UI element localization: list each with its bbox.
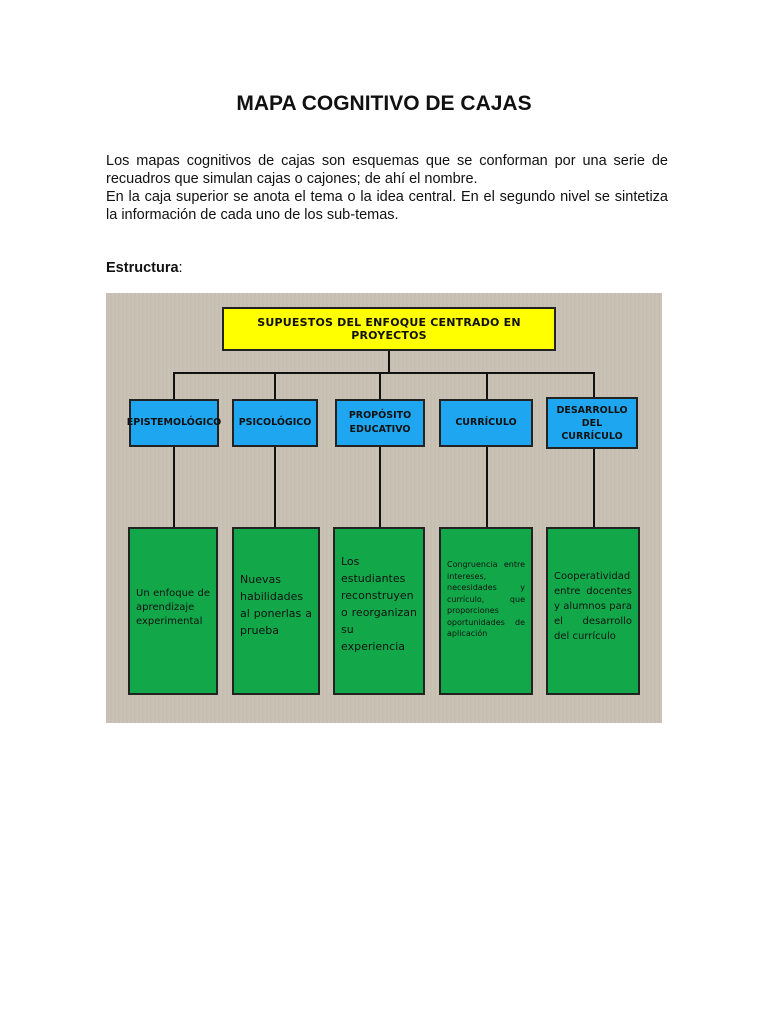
description-box-psicologico bbox=[232, 527, 320, 695]
description-text-epistemologico: Un enfoque de aprendizaje experimental bbox=[136, 588, 210, 627]
description-text-psicologico: Nuevas habilidades al ponerlas a prueba bbox=[240, 573, 312, 637]
intro-paragraph-2: En la caja superior se anota el tema o la idea central. En el segundo nivel se sintetiza la información de cada uno de los sub-temas. bbox=[106, 189, 668, 223]
description-box-epistemologico bbox=[128, 527, 218, 695]
connector-lower-3 bbox=[379, 447, 381, 528]
central-topic-box: SUPUESTOS DEL ENFOQUE CENTRADO EN PROYECTOS bbox=[222, 307, 556, 351]
connector-drop-4 bbox=[486, 372, 488, 400]
connector-drop-3 bbox=[379, 372, 381, 400]
description-box-desarrollo-curriculo bbox=[546, 527, 640, 695]
category-box-psicologico: PSICOLÓGICO bbox=[232, 399, 318, 447]
connector-drop-2 bbox=[274, 372, 276, 400]
cognitive-box-map bbox=[106, 293, 662, 723]
category-box-epistemologico: EPISTEMOLÓGICO bbox=[129, 399, 219, 447]
connector-lower-2 bbox=[274, 447, 276, 528]
description-box-proposito-educativo bbox=[333, 527, 425, 695]
connector-drop-1 bbox=[173, 372, 175, 400]
connector-horizontal bbox=[173, 372, 595, 374]
description-text-desarrollo-curriculo: Cooperatividad entre docentes y alumnos para el desarrollo del currículo bbox=[554, 571, 632, 642]
description-box-curriculo bbox=[439, 527, 533, 695]
category-box-proposito-educativo: PROPÓSITO EDUCATIVO bbox=[335, 399, 425, 447]
category-box-desarrollo-curriculo: DESARROLLO DEL CURRÍCULO bbox=[546, 397, 638, 449]
estructura-label: Estructura bbox=[106, 260, 179, 276]
page-title: MAPA COGNITIVO DE CAJAS bbox=[236, 92, 532, 115]
description-text-proposito-educativo: Los estudiantes reconstruyen o reorganizan su experiencia bbox=[341, 555, 417, 653]
category-box-curriculo: CURRÍCULO bbox=[439, 399, 533, 447]
description-text-curriculo: Congruencia entre intereses, necesidades y currículo, que proporciones oportunidades de aplicación bbox=[447, 560, 525, 638]
estructura-heading bbox=[106, 260, 183, 276]
connector-lower-4 bbox=[486, 447, 488, 528]
connector-lower-5 bbox=[593, 447, 595, 528]
connector-lower-1 bbox=[173, 447, 175, 528]
connector-drop-5 bbox=[593, 372, 595, 400]
connector-trunk bbox=[388, 351, 390, 373]
intro-paragraph-1: Los mapas cognitivos de cajas son esquemas que se conforman por una serie de recuadros que simulan cajas o cajones; de ahí el nombre. bbox=[106, 153, 668, 187]
estructura-colon: : bbox=[178, 260, 183, 276]
intro-text bbox=[106, 152, 668, 224]
